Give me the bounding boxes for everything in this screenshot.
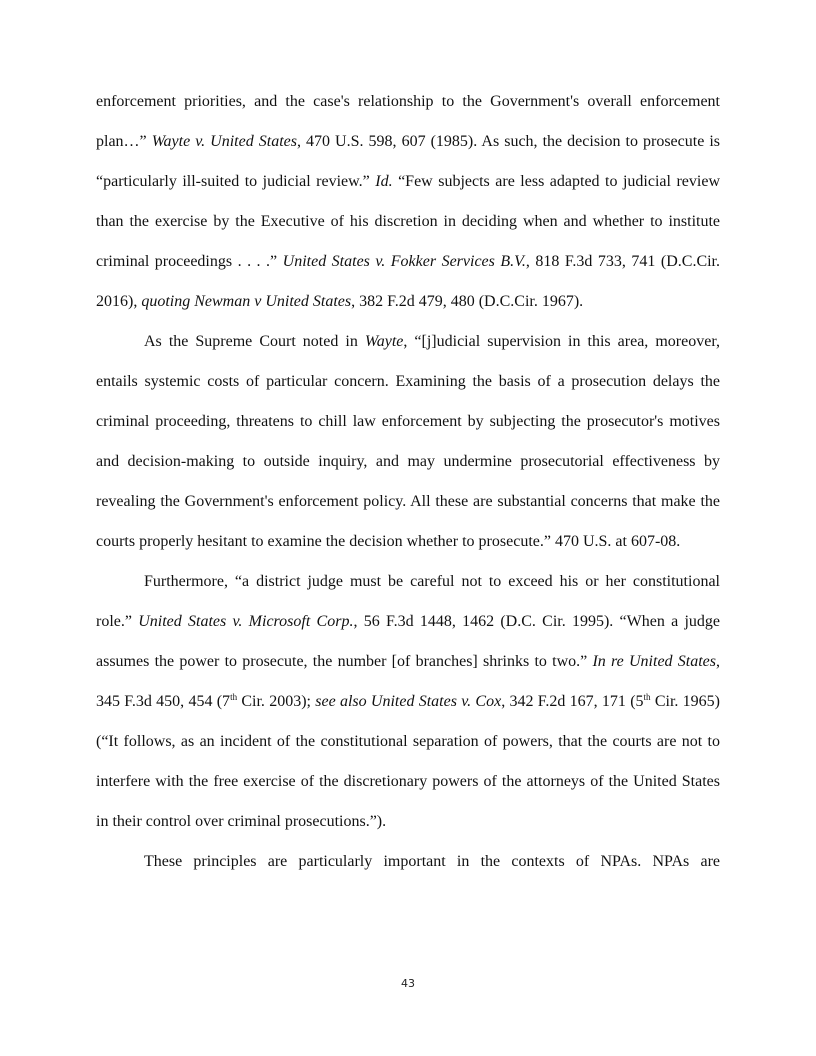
case-citation: Wayte: [364, 333, 404, 350]
ordinal-superscript: th: [230, 692, 238, 702]
document-body: [96, 82, 720, 882]
paragraph-3: [96, 562, 720, 842]
case-citation: see also United States v. Cox: [315, 693, 502, 710]
text-run: , 470 U.S. 598, 607 (1985). As such, the decision to prosecute is “particularly ill-suited to judicial review.”: [96, 133, 721, 190]
text-run: , 818 F.3d 733, 741 (D.C.Cir. 2016),: [96, 253, 721, 310]
text-run: , 382 F.2d 479, 480 (D.C.Cir. 1967).: [351, 293, 584, 310]
text-run: Cir. 1965) (“It follows, as an incident of the constitutional separation of powers, that the courts are not to interfere with the free exercise of the discretionary powers of the attorneys of the United States in their control over criminal prosecutions.”).: [96, 693, 721, 830]
case-citation: quoting Newman v United States: [141, 293, 352, 310]
text-run: , 56 F.3d 1448, 1462 (D.C. Cir. 1995). “When a judge assumes the power to prosecute, the number [of branches] shrinks to two.”: [96, 613, 721, 670]
paragraph-4: [96, 842, 720, 882]
paragraph-2: [96, 322, 720, 562]
case-citation: United States v. Fokker Services B.V.: [282, 253, 526, 270]
id-citation: Id.: [375, 173, 393, 190]
text-run: , “[j]udicial supervision in this area, moreover, entails systemic costs of particular concern. Examining the basis of a prosecution delays the criminal proceeding, threatens to chill law enforcement by subjecting the prosecutor's motives and decision-making to outside inquiry, and may undermine prosecutorial effectiveness by revealing the Government's enforcement policy. All these are substantial concerns that make the courts properly hesitant to examine the decision whether to prosecute.” 470 U.S. at 607-08.: [96, 333, 720, 550]
text-run: enforcement priorities, and the case's relationship to the Government's overall enforcement plan…”: [96, 93, 720, 150]
text-run: Furthermore, “a district judge must be careful not to exceed his or her constitutional role.”: [96, 573, 720, 630]
text-run: Cir. 2003);: [237, 693, 316, 710]
text-run: “Few subjects are less adapted to judicial review than the exercise by the Executive of his discretion in deciding when and whether to institute criminal proceedings . . . .”: [96, 173, 721, 270]
ordinal-superscript: th: [643, 692, 651, 702]
text-run: These principles are particularly important in the contexts of NPAs. NPAs are: [144, 853, 720, 870]
case-citation: United States v. Microsoft Corp.: [138, 613, 354, 630]
page-number: 43: [401, 977, 415, 990]
text-run: , 345 F.3d 450, 454 (7: [96, 653, 720, 710]
text-run: As the Supreme Court noted in: [144, 333, 365, 350]
paragraph-1: [96, 82, 720, 322]
case-citation: In re United States: [592, 653, 716, 670]
text-run: , 342 F.2d 167, 171 (5: [501, 693, 644, 710]
case-citation: Wayte v. United States: [151, 133, 297, 150]
